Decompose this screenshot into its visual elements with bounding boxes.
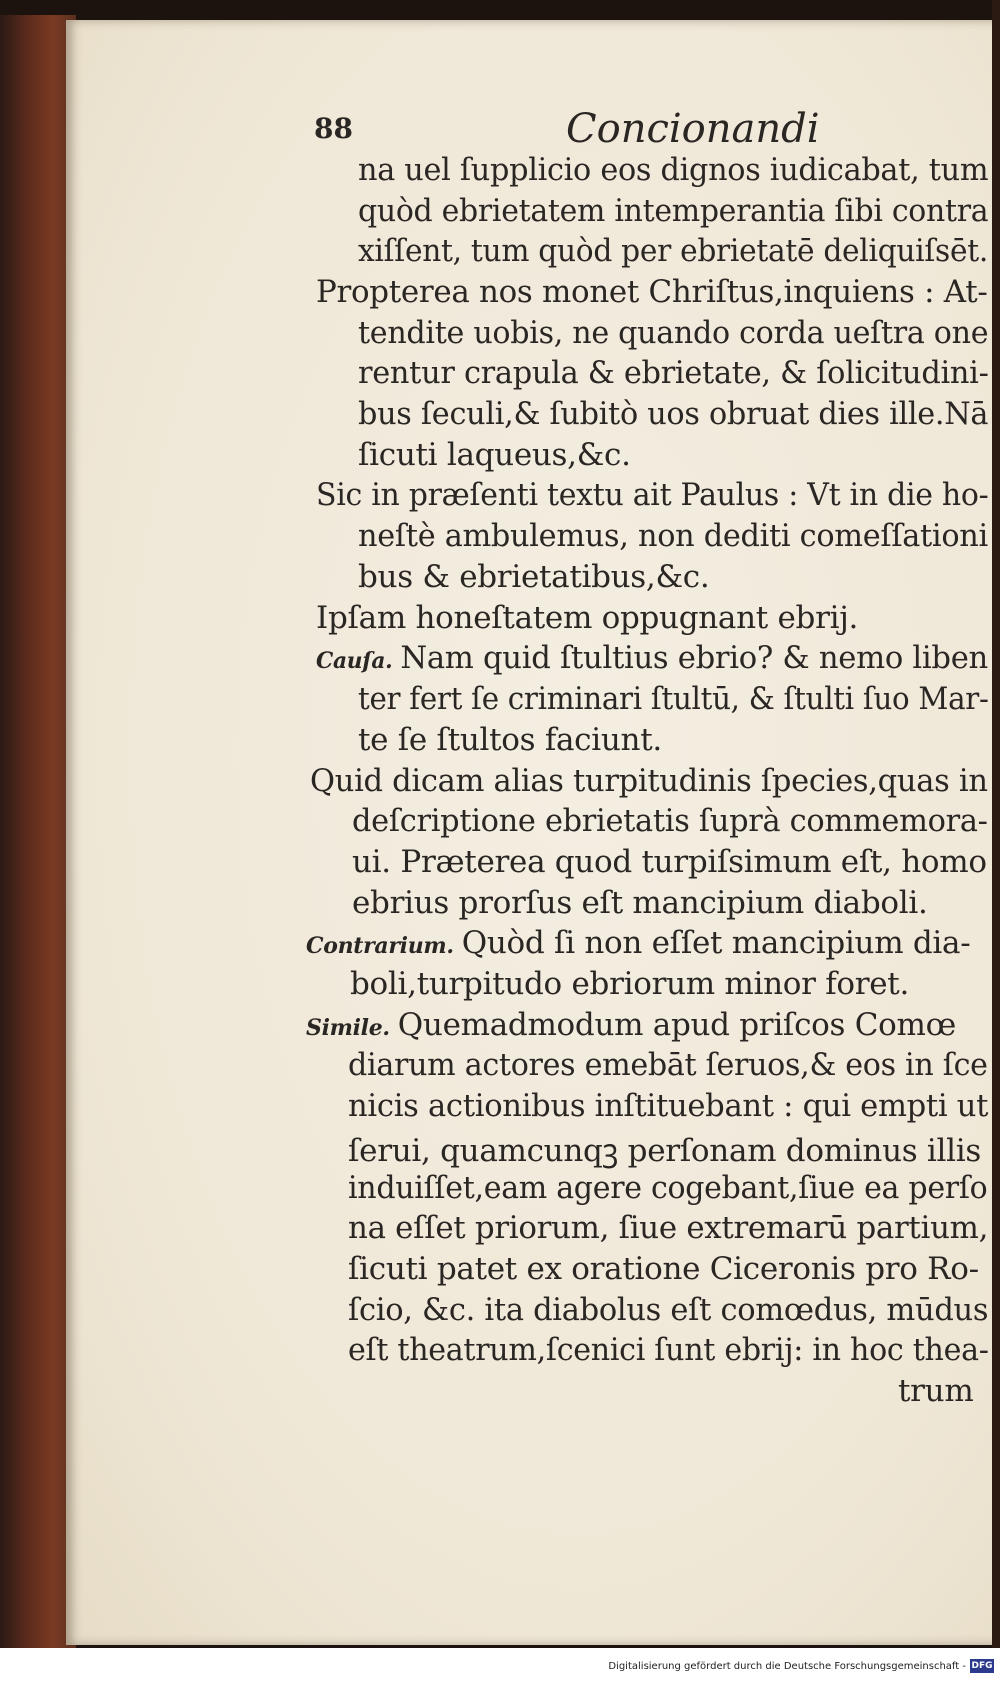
text-line: Quid dicam alias turpitudinis ſpecies,quas in: [310, 763, 988, 799]
text-line: na uel ſupplicio eos dignos iudicabat, tum: [358, 152, 989, 188]
text-line: quòd ebrietatem intemperantia ſibi contra: [358, 193, 989, 229]
marginal-note: Cauſa.: [316, 648, 393, 674]
text-line: bus & ebrietatibus,&c.: [358, 559, 710, 595]
text-line: ſerui, quamcunqꝫ perſonam dominus illis: [348, 1133, 981, 1169]
text-line: na eſſet priorum, ſiue extremarū partium,: [348, 1210, 989, 1246]
text-line: ſicuti patet ex oratione Ciceronis pro Ro-: [348, 1251, 979, 1287]
marginal-note: Contrarium.: [306, 933, 454, 959]
text-line: eſt theatrum,ſcenici ſunt ebrij: in hoc thea-: [348, 1332, 989, 1368]
text-line: deſcriptione ebrietatis ſuprà commemora-: [352, 803, 988, 839]
text-line: ui. Præterea quod turpiſsimum eſt, homo: [352, 844, 987, 880]
text-line: boli,turpitudo ebriorum minor foret.: [350, 966, 910, 1002]
text-line: bus ſeculi,& ſubitò uos obruat dies ille.Nā: [358, 396, 989, 432]
text-line: diarum actores emebāt ſeruos,& eos in ſce: [348, 1047, 988, 1083]
text-line: ſicuti laqueus,&c.: [358, 437, 631, 473]
dfg-logo: DFG: [971, 1661, 993, 1671]
text-line: ter fert ſe criminari ſtultū, & ſtulti ſuo Mar-: [358, 681, 989, 717]
page-edge-right: [992, 0, 1000, 1648]
text-line: xiſſent, tum quòd per ebrietatē deliquiſsēt.: [358, 233, 988, 269]
text-line: ebrius prorſus eſt mancipium diaboli.: [352, 885, 928, 921]
text-line: te ſe ſtultos faciunt.: [358, 722, 662, 758]
marginal-note: Simile.: [306, 1015, 390, 1041]
text-line: ſcio, &c. ita diabolus eſt comœdus, mūdus: [348, 1292, 989, 1328]
text-line: neſtè ambulemus, non dediti comeſſationi: [358, 518, 988, 554]
footer-credit: Digitalisierung gefördert durch die Deutsche Forschungsgemeinschaft -: [608, 1661, 966, 1672]
text-line: Sic in præſenti textu ait Paulus : Vt in die ho-: [316, 477, 989, 513]
text-line: rentur crapula & ebrietate, & ſolicitudini-: [358, 355, 989, 391]
page-number: 88: [314, 112, 353, 145]
text-line: Contrarium. Quòd ſi non eſſet mancipium dia-: [306, 925, 971, 961]
text-line: Simile. Quemadmodum apud priſcos Comœ: [306, 1007, 956, 1043]
text-line: Ipſam honeſtatem oppugnant ebrij.: [316, 600, 859, 636]
text-line: Cauſa. Nam quid ſtultius ebrio? & nemo liben: [316, 640, 988, 676]
running-head: Concionandi: [566, 106, 820, 152]
text-line: induiſſet,eam agere cogebant,ſiue ea perſo: [348, 1170, 988, 1206]
text-line: Propterea nos monet Chriſtus,inquiens : At-: [316, 274, 988, 310]
book-binding-edge: [0, 15, 76, 1648]
catchword: trum: [898, 1373, 974, 1409]
text-line: nicis actionibus inſtituebant : qui empti ut: [348, 1088, 989, 1124]
text-line: tendite uobis, ne quando corda ueſtra one: [358, 315, 989, 351]
